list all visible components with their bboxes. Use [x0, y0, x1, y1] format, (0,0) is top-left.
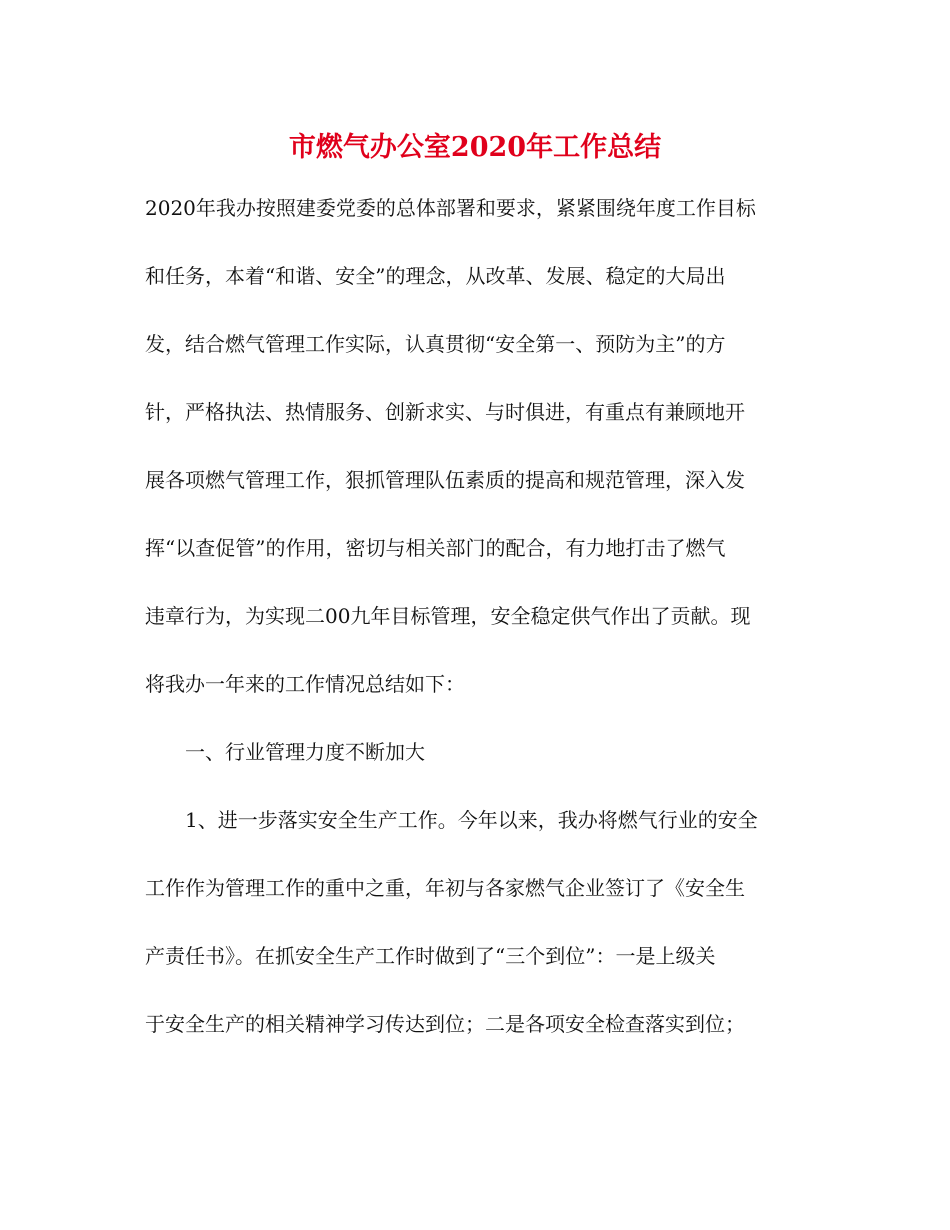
- body-line: 于安全生产的相关精神学习传达到位；二是各项安全检查落实到位；: [145, 1012, 745, 1036]
- body-line: 挥“以查促管”的作用，密切与相关部门的配合，有力地打击了燃气: [145, 536, 726, 560]
- body-line: 发，结合燃气管理工作实际，认真贯彻“安全第一、预防为主”的方: [145, 332, 726, 356]
- body-line: 违章行为，为实现二00九年目标管理，安全稳定供气作出了贡献。现: [145, 604, 751, 628]
- document-body: [145, 188, 807, 1072]
- body-line: 工作作为管理工作的重中之重，年初与各家燃气企业签订了《安全生: [145, 876, 745, 900]
- body-line: 展各项燃气管理工作，狠抓管理队伍素质的提高和规范管理，深入发: [145, 468, 745, 492]
- body-line: 将我办一年来的工作情况总结如下：: [145, 672, 465, 696]
- document-title: 市燃气办公室2020年工作总结: [288, 132, 662, 163]
- body-line: 产责任书》。在抓安全生产工作时做到了“三个到位”：一是上级关: [145, 944, 716, 968]
- body-line: 2020年我办按照建委党委的总体部署和要求，紧紧围绕年度工作目标: [145, 196, 756, 220]
- body-line: 1、进一步落实安全生产工作。今年以来，我办将燃气行业的安全: [185, 808, 758, 832]
- body-line: 针，严格执法、热情服务、创新求实、与时俱进，有重点有兼顾地开: [145, 400, 745, 424]
- body-line: 和任务，本着“和谐、安全”的理念，从改革、发展、稳定的大局出: [145, 264, 726, 288]
- section-heading: 一、行业管理力度不断加大: [185, 740, 425, 764]
